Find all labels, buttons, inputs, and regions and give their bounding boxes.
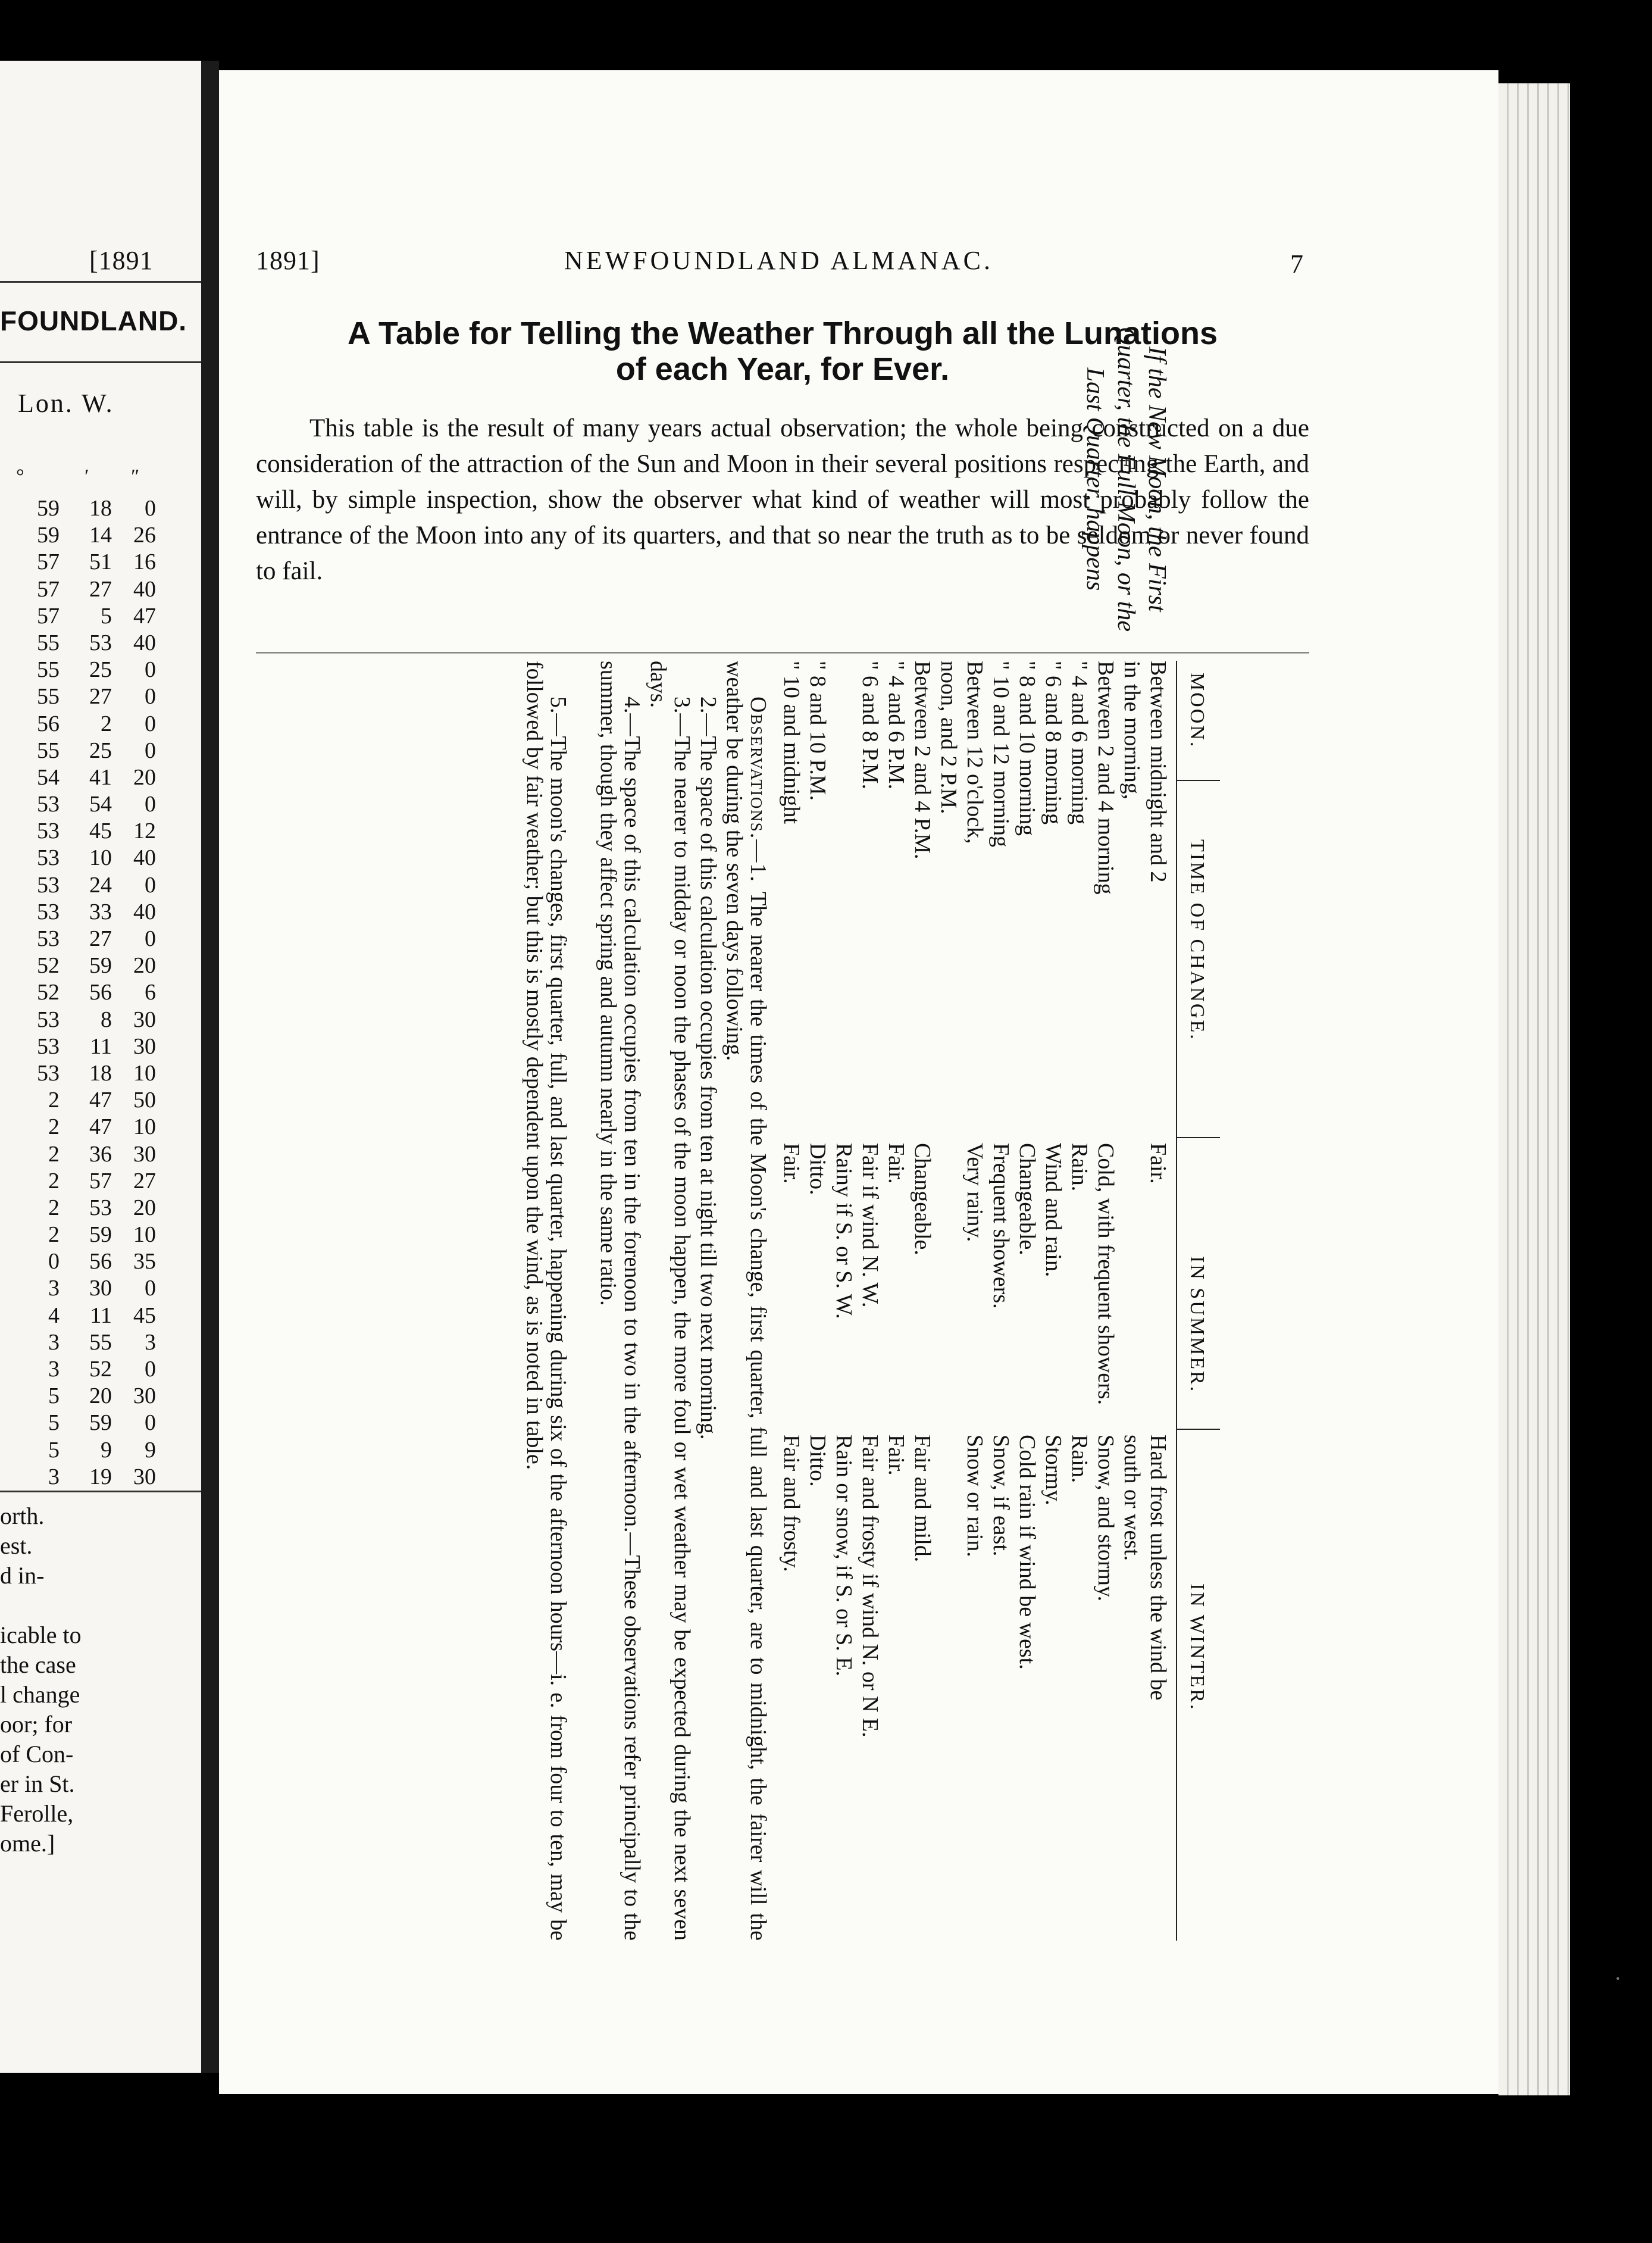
observation-lead: Observations.—1.: [746, 696, 771, 892]
notes-fragment-a: [0, 1501, 44, 1591]
summer-cell: Ditto.: [805, 1143, 830, 1195]
table-cell: 5: [48, 1383, 60, 1409]
table-cell: 16: [133, 549, 156, 575]
table-cell: 20: [133, 953, 156, 979]
observation-paragraph: [522, 661, 570, 1941]
observation-paragraph: [646, 661, 694, 1941]
table-cell: 30: [133, 1141, 156, 1167]
winter-cell: Hard frost unless the wind be: [1146, 1435, 1171, 1701]
table-row: [0, 1410, 179, 1436]
note-line: Ferolle,: [0, 1800, 74, 1827]
table-cell: 59: [89, 1222, 112, 1248]
winter-cell: Fair.: [884, 1435, 909, 1476]
table-row: [1095, 661, 1119, 1941]
table-cell: 56: [89, 980, 112, 1005]
table-cell: 55: [37, 630, 60, 655]
table-row: [0, 1087, 179, 1114]
table-row: [0, 1060, 179, 1087]
table-cell: 40: [133, 899, 156, 924]
table-row: [0, 818, 179, 845]
table-cell: 3: [48, 1464, 60, 1489]
minute-unit: ′: [83, 466, 88, 488]
header-moon: MOON.: [1186, 673, 1208, 749]
time-cell: " 6 and 8 P.M.: [858, 661, 883, 790]
observation-text: 2.—The space of this calculation occupies from ten at night till two next morning.: [696, 696, 721, 1440]
table-cell: 53: [89, 630, 112, 655]
table-row: [0, 926, 179, 952]
time-cell: Between 12 o'clock,: [962, 661, 987, 844]
summer-cell: Fair.: [884, 1143, 909, 1184]
table-cell: 24: [89, 872, 112, 898]
winter-cell: Fair and frosty if wind N. or N E.: [858, 1435, 883, 1738]
table-cell: 0: [145, 792, 156, 817]
observation-paragraph: [722, 661, 770, 1941]
time-cell: in the morning,: [1119, 661, 1144, 800]
table-cell: 0: [145, 684, 156, 710]
table-row: [0, 603, 179, 630]
page-gutter: [201, 61, 219, 2073]
table-cell: 45: [133, 1302, 156, 1328]
table-row: [0, 1195, 179, 1222]
table-cell: 0: [145, 1276, 156, 1301]
table-cell: 53: [37, 926, 60, 951]
table-row: [833, 661, 857, 1941]
table-cell: 57: [89, 1168, 112, 1194]
intro-paragraph: This table is the result of many years actual observation; the whole being constructed on a due consideration of the attraction of the Sun and Moon in their several positions respecting the Earth, and will, by simple inspection, show the observer what kind of weather will most probably follow the entrance of the Moon into any of its quarters, and that so near the truth as to be seldom or never found to fail.: [256, 414, 1309, 585]
lon-w-label: Lon. W.: [18, 389, 114, 418]
table-cell: 2: [101, 711, 112, 736]
winter-cell: Rain.: [1067, 1435, 1092, 1483]
table-cell: 27: [89, 684, 112, 710]
table-cell: 20: [133, 1195, 156, 1220]
table-cell: 0: [48, 1249, 60, 1274]
table-cell: 20: [89, 1383, 112, 1409]
table-row: [859, 661, 883, 1941]
winter-cell: Snow or rain.: [962, 1435, 987, 1557]
margin-mark: ·: [1614, 1965, 1622, 1992]
table-row: [0, 576, 179, 603]
table-row: [0, 549, 179, 576]
table-cell: 59: [37, 523, 60, 548]
table-row: [0, 1141, 179, 1168]
table-row: [0, 1033, 179, 1060]
winter-cell: Stormy.: [1041, 1435, 1066, 1505]
table-cell: 18: [89, 1060, 112, 1086]
summer-cell: Fair.: [1146, 1143, 1171, 1184]
table-row: [0, 657, 179, 683]
summer-cell: Rainy if S. or S. W.: [831, 1143, 856, 1319]
table-cell: 50: [133, 1088, 156, 1113]
longitude-table: [0, 495, 179, 1491]
winter-cell: Fair and frosty.: [779, 1435, 804, 1572]
table-row: [0, 899, 179, 926]
observation-paragraph: [696, 661, 720, 1941]
table-cell: 55: [89, 1329, 112, 1355]
table-row: [912, 661, 935, 1941]
winter-cell: south or west.: [1119, 1435, 1144, 1561]
table-cell: 41: [89, 764, 112, 790]
table-row: [0, 1222, 179, 1248]
table-row: [0, 1114, 179, 1141]
time-cell: " 4 and 6 P.M.: [884, 661, 909, 790]
time-cell: noon, and 2 P.M.: [936, 661, 961, 814]
table-cell: 10: [133, 1114, 156, 1140]
header-title: NEWFOUNDLAND ALMANAC.: [564, 246, 993, 275]
table-row: [0, 1464, 179, 1491]
table-row: [0, 522, 179, 549]
header-time: TIME OF CHANGE.: [1186, 839, 1208, 1041]
table-cell: 53: [37, 819, 60, 844]
table-cell: 27: [89, 576, 112, 602]
table-row: [1069, 661, 1093, 1941]
table-cell: 2: [48, 1088, 60, 1113]
table-cell: 9: [145, 1437, 156, 1463]
table-row: [0, 979, 179, 1006]
table-cell: 53: [89, 1195, 112, 1220]
winter-cell: Ditto.: [805, 1435, 830, 1487]
summer-cell: Fair if wind N. W.: [858, 1143, 883, 1308]
table-cell: 35: [133, 1249, 156, 1274]
table-cell: 5: [101, 603, 112, 629]
table-row: [0, 1437, 179, 1464]
table-cell: 54: [37, 764, 60, 790]
time-cell: Between 2 and 4 P.M.: [910, 661, 935, 860]
table-cell: 0: [145, 1410, 156, 1436]
table-cell: 53: [37, 845, 60, 871]
table-header: [1176, 661, 1220, 1941]
table-cell: 59: [89, 1410, 112, 1436]
table-cell: 27: [133, 1168, 156, 1194]
time-cell: " 6 and 8 morning: [1041, 661, 1066, 825]
table-cell: 11: [90, 1302, 112, 1328]
table-cell: 53: [37, 792, 60, 817]
table-row: [1147, 661, 1171, 1941]
table-row: [0, 738, 179, 764]
header-divider: [1177, 1429, 1220, 1430]
table-cell: 10: [133, 1222, 156, 1248]
table-cell: 57: [37, 576, 60, 602]
table-cell: 30: [133, 1033, 156, 1059]
table-cell: 40: [133, 845, 156, 871]
winter-cell: Snow, and stormy.: [1093, 1435, 1118, 1602]
table-cell: 30: [133, 1383, 156, 1409]
winter-cell: Fair and mild.: [910, 1435, 935, 1563]
note-line: er in St.: [0, 1770, 75, 1797]
table-cell: 52: [89, 1357, 112, 1382]
table-cell: 27: [89, 926, 112, 951]
table-cell: 51: [89, 549, 112, 575]
table-cell: 56: [89, 1249, 112, 1274]
note-line: d in-: [0, 1562, 45, 1589]
table-cell: 53: [37, 1007, 60, 1032]
table-cell: 12: [133, 819, 156, 844]
note-line: ome.]: [0, 1830, 55, 1857]
table-cell: 55: [37, 738, 60, 763]
left-page-title: FOUNDLAND.: [0, 305, 187, 336]
table-row: [990, 661, 1014, 1941]
table-cell: 3: [145, 1329, 156, 1355]
table-row: [0, 630, 179, 657]
observation-paragraph: [596, 661, 644, 1941]
table-cell: 19: [89, 1464, 112, 1489]
table-cell: 5: [48, 1410, 60, 1436]
winter-cell: Rain or snow, if S. or S. E.: [831, 1435, 856, 1677]
table-row: [0, 952, 179, 979]
second-unit: ″: [130, 466, 139, 488]
observation-text: 3.—The nearer to midday or noon the phases of the moon happen, the more foul or wet weather may be expected during the next seven days.: [646, 661, 694, 1941]
table-row: [0, 872, 179, 899]
table-cell: 10: [133, 1060, 156, 1086]
table-row: [0, 1329, 179, 1356]
main-title-line-1: A Table for Telling the Weather Through all the Lunations: [347, 315, 1218, 351]
note-line: est.: [0, 1532, 33, 1559]
time-cell: " 10 and midnight: [779, 661, 804, 824]
table-row: [886, 661, 909, 1941]
summer-cell: Changeable.: [910, 1143, 935, 1255]
header-divider: [1177, 780, 1220, 781]
header-summer: IN SUMMER.: [1186, 1256, 1208, 1394]
table-cell: 2: [48, 1222, 60, 1248]
observation-text: 4.—The space of this calculation occupies from ten in the forenoon to two in the afternoon.—These observations refer principally to the summer, though they affect spring and autumn nearly in the same ratio.: [596, 661, 644, 1941]
table-row: [0, 764, 179, 791]
table-cell: 52: [37, 980, 60, 1005]
winter-cell: Snow, if east.: [988, 1435, 1013, 1557]
table-cell: 26: [133, 523, 156, 548]
table-row: [938, 661, 962, 1941]
table-cell: 6: [145, 980, 156, 1005]
page-edges: [1498, 83, 1570, 2095]
table-cell: 47: [89, 1088, 112, 1113]
table-cell: 36: [89, 1141, 112, 1167]
table-cell: 40: [133, 576, 156, 602]
summer-cell: Fair.: [779, 1143, 804, 1184]
summer-cell: Rain.: [1067, 1143, 1092, 1192]
header-divider: [1177, 1137, 1220, 1138]
table-row: [1016, 661, 1040, 1941]
note-line: orth.: [0, 1502, 45, 1529]
table-cell: 2: [48, 1168, 60, 1194]
table-cell: 55: [37, 684, 60, 710]
summer-cell: Cold, with frequent showers.: [1093, 1143, 1118, 1405]
table-cell: 30: [89, 1276, 112, 1301]
table-cell: 30: [133, 1464, 156, 1489]
table-row: [0, 495, 179, 522]
table-row: [964, 661, 988, 1941]
table-row: [0, 845, 179, 871]
degree-unit: °: [15, 466, 24, 488]
table-cell: 25: [89, 657, 112, 683]
table-cell: 2: [48, 1195, 60, 1220]
table-cell: 3: [48, 1276, 60, 1301]
table-cell: 4: [48, 1302, 60, 1328]
table-cell: 20: [133, 764, 156, 790]
table-cell: 57: [37, 549, 60, 575]
table-cell: 0: [145, 496, 156, 521]
note-line: the case: [0, 1651, 76, 1678]
table-cell: 9: [101, 1437, 112, 1463]
table-cell: 59: [37, 496, 60, 521]
table-cell: 5: [48, 1437, 60, 1463]
table-row: [1043, 661, 1066, 1941]
table-row: [0, 791, 179, 818]
table-row: [0, 683, 179, 710]
note-line: oor; for: [0, 1711, 73, 1738]
summer-cell: Frequent showers.: [988, 1143, 1013, 1309]
table-cell: 33: [89, 899, 112, 924]
table-row: [0, 1383, 179, 1410]
table-cell: 47: [133, 603, 156, 629]
table-cell: 54: [89, 792, 112, 817]
table-cell: 53: [37, 1060, 60, 1086]
table-cell: 53: [37, 1033, 60, 1059]
header-year: 1891]: [256, 246, 320, 275]
left-page-rule-3: [0, 1491, 201, 1492]
time-cell: " 10 and 12 morning: [988, 661, 1013, 848]
page-number: 7: [1290, 249, 1303, 279]
table-caption: If the New Moon, the First Quarter, the Full Moon, or the Last Quarter, happens: [1081, 326, 1171, 632]
left-page: [0, 61, 201, 2073]
note-line: icable to: [0, 1622, 82, 1648]
observation-text: The nearer the times of the Moon's change, first quarter, full and last quarter, are to midnight, the fairer will the weather be during the seven days following.: [722, 661, 771, 1941]
time-cell: Between 2 and 4 morning: [1093, 661, 1118, 895]
time-cell: Between midnight and 2: [1146, 661, 1171, 883]
table-cell: 0: [145, 711, 156, 736]
table-cell: 57: [37, 603, 60, 629]
table-cell: 0: [145, 657, 156, 683]
header-winter: IN WINTER.: [1186, 1583, 1208, 1711]
time-cell: " 8 and 10 morning: [1015, 661, 1040, 836]
table-row: [807, 661, 831, 1941]
table-cell: 3: [48, 1357, 60, 1382]
time-cell: " 4 and 6 morning: [1067, 661, 1092, 825]
table-row: [0, 1275, 179, 1302]
table-cell: 45: [89, 819, 112, 844]
table-cell: 30: [133, 1007, 156, 1032]
table-row: [781, 661, 805, 1941]
table-cell: 14: [89, 523, 112, 548]
table-cell: 59: [89, 953, 112, 979]
table-row: [0, 1007, 179, 1033]
table-cell: 40: [133, 630, 156, 655]
winter-cell: Cold rain if wind be west.: [1015, 1435, 1040, 1670]
note-line: of Con-: [0, 1741, 74, 1767]
table-cell: 55: [37, 657, 60, 683]
table-cell: 2: [48, 1141, 60, 1167]
table-cell: 0: [145, 926, 156, 951]
table-cell: 53: [37, 872, 60, 898]
table-cell: 0: [145, 738, 156, 763]
time-cell: " 8 and 10 P.M.: [805, 661, 830, 801]
table-cell: 53: [37, 899, 60, 924]
table-cell: 10: [89, 845, 112, 871]
left-page-year: [1891: [89, 246, 154, 275]
table-row: [0, 1168, 179, 1195]
table-cell: 47: [89, 1114, 112, 1140]
observation-text: 5.—The moon's changes, first quarter, full, and last quarter, happening during six of the afternoon hours—i. e. from four to ten, may be followed by fair weather; but this is mostly dependent upon the wind, as is noted in table.: [522, 661, 571, 1941]
notes-fragment-b: [0, 1620, 82, 1858]
table-row: [0, 1302, 179, 1329]
table-cell: 0: [145, 1357, 156, 1382]
table-row: [0, 711, 179, 738]
table-cell: 11: [90, 1033, 112, 1059]
table-cell: 56: [37, 711, 60, 736]
table-row: [0, 1356, 179, 1383]
table-cell: 8: [101, 1007, 112, 1032]
summer-cell: Changeable.: [1015, 1143, 1040, 1255]
table-cell: 25: [89, 738, 112, 763]
summer-cell: Very rainy.: [962, 1143, 987, 1242]
table-cell: 18: [89, 496, 112, 521]
note-line: l change: [0, 1681, 80, 1708]
table-row: [0, 1248, 179, 1275]
summer-cell: Wind and rain.: [1041, 1143, 1066, 1277]
main-title-line-2: of each Year, for Ever.: [615, 351, 950, 387]
table-cell: 0: [145, 872, 156, 898]
table-cell: 2: [48, 1114, 60, 1140]
table-row: [1121, 661, 1145, 1941]
table-cell: 3: [48, 1329, 60, 1355]
left-page-rule: [0, 281, 201, 283]
table-cell: 52: [37, 953, 60, 979]
left-page-rule-2: [0, 361, 201, 363]
